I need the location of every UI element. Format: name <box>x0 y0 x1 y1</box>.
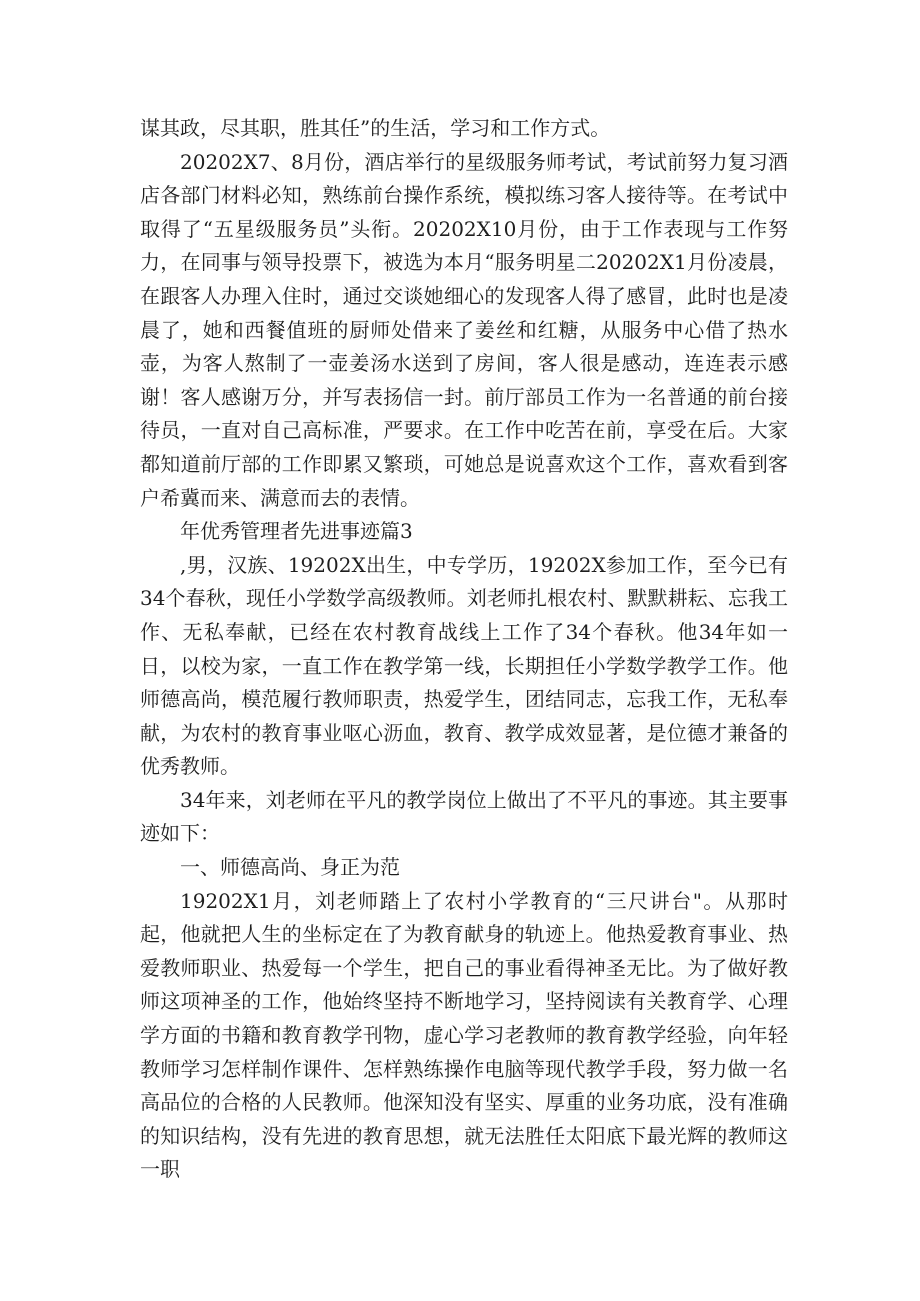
paragraph-teaching-career: 19202X1月，刘老师踏上了农村小学教育的“三尺讲台"。从那时起，他就把人生的坐标定在了为教育献身的轨迹上。他热爱教育事业、热爱教师职业、热爱每一个学生，把自己的事业看得神圣无比。为了做好教师这项神圣的工作，他始终坚持不断地学习，坚持阅读有关教育学、心理学方面的书籍和教育教学刊物，虚心学习老教师的教育教学经验，向年轻教师学习怎样制作课件、怎样熟练操作电脑等现代教学手段，努力做一名高品位的合格的人民教师。他深知没有坚实、厚重的业务功底，没有准确的知识结构，没有先进的教育思想，就无法胜任太阳底下最光辉的教师这一职 <box>140 888 788 1182</box>
section-heading-ethics: 一、师德高尚、身正为范 <box>180 855 400 880</box>
paragraph-hotel-service-star: 20202X7、8月份，酒店举行的星级服务师考试，考试前努力复习酒店各部门材料必知，熟练前台操作系统，模拟练习客人接待等。在考试中取得了“五星级服务员”头衔。20202X10月份，由于工作表现与工作努力，在同事与领导投票下，被选为本月“服务明星二20202X1月份凌晨，在跟客人办理入住时，通过交谈她细心的发现客人得了感冒，此时也是凌晨了，她和西餐值班的厨师处借来了姜丝和红糖，从服务中心借了热水壶，为客人熬制了一壶姜汤水送到了房间，客人很是感动，连连表示感谢！客人感谢万分，并写表扬信一封。前厅部员工作为一名普通的前台接待员，一直对自己高标准，严要求。在工作中吃苦在前，享受在后。大家都知道前厅部的工作即累又繁琐，可她总是说喜欢这个工作，喜欢看到客户希冀而来、满意而去的表情。 <box>140 149 788 510</box>
paragraph-continuation: 谋其政，尽其职，胜其任”的生活，学习和工作方式。 <box>140 116 611 140</box>
paragraph-main-deeds-intro: 34年来，刘老师在平凡的教学岗位上做出了不平凡的事迹。其主要事迹如下： <box>140 787 788 846</box>
paragraph-teacher-intro: ,男，汉族、19202X出生，中专学历，19202X参加工作，至今已有34个春秋，现任小学数学高级教师。刘老师扎根农村、默默耕耘、忘我工作、无私奉献，已经在农村教育战线上工作了34个春秋。他34年如一日，以校为家，一直工作在教学第一线，长期担任小学数学教学工作。他师德高尚，模范履行教师职责，热爱学生，团结同志，忘我工作，无私奉献，为农村的教育事业呕心沥血，教育、教学成效显著，是位德才兼备的优秀教师。 <box>140 552 788 779</box>
section-title-article-3: 年优秀管理者先进事迹篇3 <box>180 519 413 544</box>
document-body <box>140 112 788 1187</box>
